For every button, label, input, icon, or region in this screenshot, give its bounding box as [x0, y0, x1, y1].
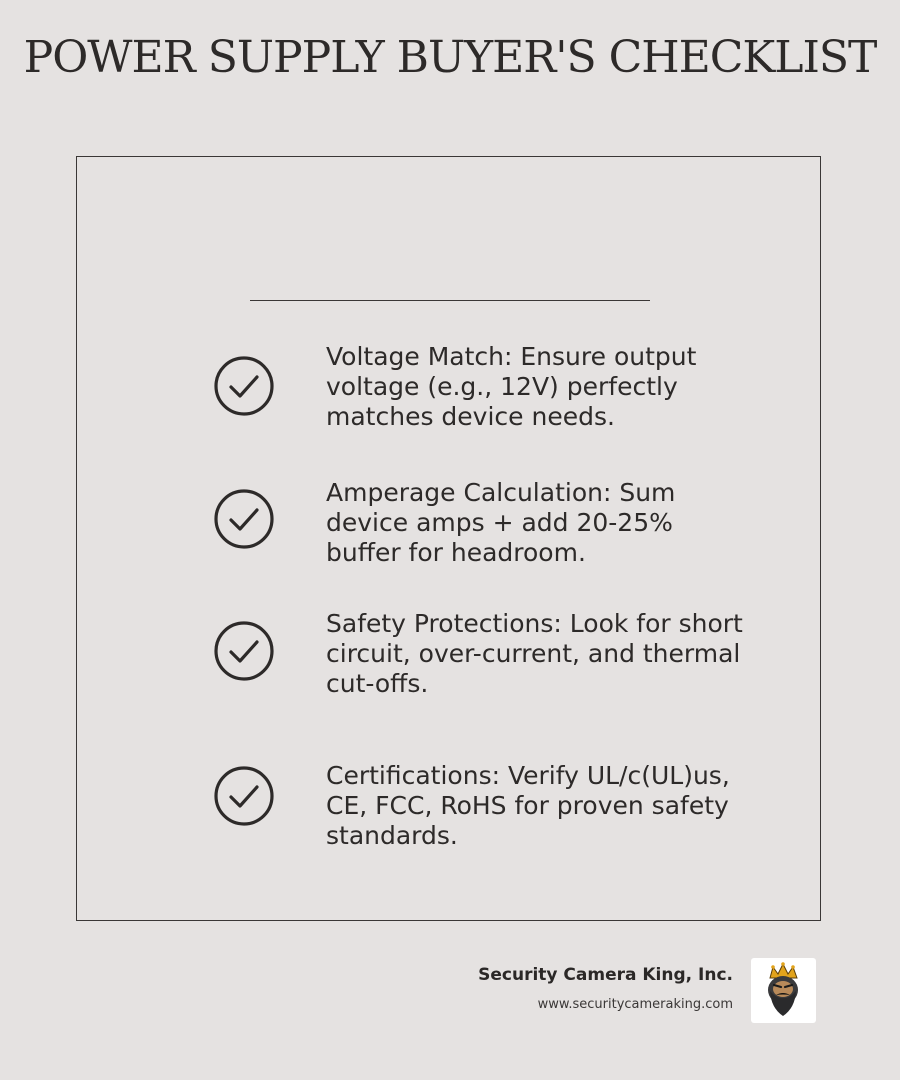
king-mascot-logo-icon: [751, 958, 816, 1023]
check-circle-icon: [212, 354, 276, 418]
company-url[interactable]: www.securitycameraking.com: [537, 997, 733, 1012]
checklist-item-text: Amperage Calculation: Sum device amps + add 20-25% buffer for headroom.: [326, 478, 676, 567]
check-circle-icon: [212, 619, 276, 683]
checklist-item-text: Safety Protections: Look for short circuit, over-current, and thermal cut-offs.: [326, 609, 743, 698]
checklist-item-text: Voltage Match: Ensure output voltage (e.g., 12V) perfectly matches device needs.: [326, 342, 697, 431]
company-logo: [751, 958, 816, 1023]
check-circle-icon: [212, 764, 276, 828]
divider-line: [250, 300, 650, 301]
check-circle-icon: [212, 487, 276, 551]
company-name: Security Camera King, Inc.: [478, 965, 733, 985]
page-title: POWER SUPPLY BUYER'S CHECKLIST: [23, 32, 877, 83]
checklist-item-text: Certifications: Verify UL/c(UL)us, CE, FCC, RoHS for proven safety standards.: [326, 761, 730, 850]
